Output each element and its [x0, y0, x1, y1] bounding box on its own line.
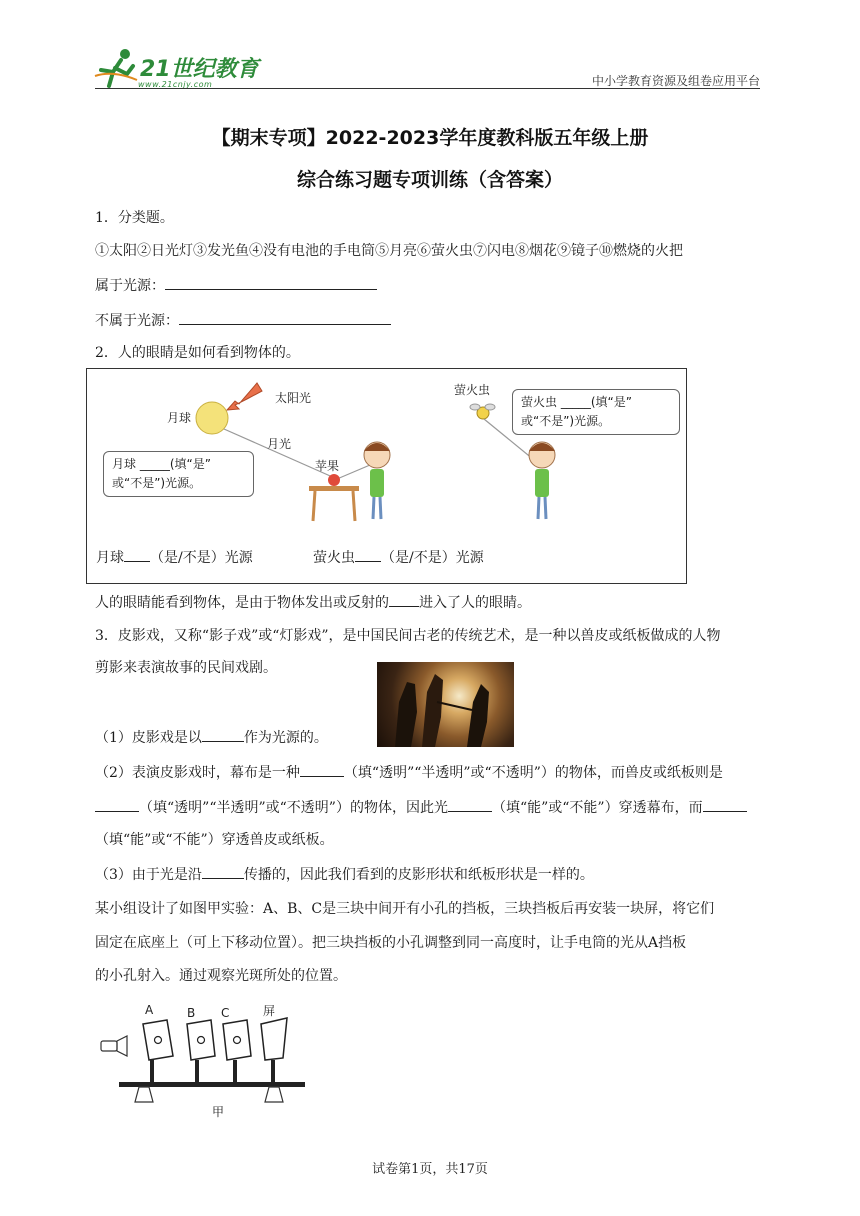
q3-intro-line1: 3．皮影戏，又称“影子戏”或“灯影戏”，是中国民间古老的传统艺术，是一种以兽皮或纸板做成的人物	[95, 628, 721, 644]
logo-main-text: 21世纪教育	[140, 57, 259, 82]
firefly-answer-blank[interactable]	[355, 547, 381, 562]
moon-answer-hint: （是/不是）光源	[150, 550, 253, 566]
q1-nonsource-blank[interactable]	[179, 310, 391, 325]
q3-p1-row	[95, 727, 328, 748]
q2-eye-text-end: 进入了人的眼睛。	[419, 595, 531, 611]
logo-url-text: www.21cnjy.com	[138, 80, 213, 89]
runner-logo-icon	[93, 46, 141, 90]
pinhole-experiment-diagram	[95, 1000, 315, 1120]
page-title-line2: 综合练习题专项训练（含答案）	[296, 169, 563, 191]
sunlight-label: 太阳光	[275, 391, 312, 405]
firefly-bubble-line2: 或“不是”)光源。	[521, 414, 611, 428]
q3-p2-text-c: （填“透明”“半透明”或“不透明”）的物体，因此光	[139, 800, 448, 816]
figure-jia-caption: 甲	[212, 1105, 225, 1119]
moon-answer-blank[interactable]	[124, 547, 150, 562]
q3-intro-line2: 剪影来表演故事的民间戏剧。	[95, 660, 277, 676]
q3-p2-text-d: （填“能”或“不能”）穿透幕布，而	[491, 800, 703, 816]
q3-p2-blank4[interactable]	[703, 797, 747, 812]
shadow-puppet-photo	[377, 662, 514, 747]
q1-source-label: 属于光源：	[95, 278, 165, 294]
firefly-speech-bubble	[512, 389, 680, 435]
q3-exp-line3: 的小孔射入。通过观察光斑所处的位置。	[95, 968, 347, 984]
board-a-label: A	[145, 1003, 154, 1017]
q3-p2-blank2[interactable]	[95, 797, 139, 812]
q3-p3-text: （3）由于光是沿	[95, 867, 202, 883]
apple-label: 苹果	[315, 459, 340, 473]
page-footer: 试卷第1页，共17页	[372, 1162, 488, 1177]
q1-source-row	[95, 275, 377, 296]
q3-p2-row2	[95, 797, 747, 818]
q3-p2-text-b: （填“透明”“半透明”或“不透明”）的物体，而兽皮或纸板则是	[343, 765, 723, 781]
q3-exp-line1: 某小组设计了如图甲实验：A、B、C是三块中间开有小孔的挡板，三块挡板后再安装一块屏，将它们	[95, 901, 715, 917]
firefly-answer-hint: （是/不是）光源	[381, 550, 484, 566]
firefly-bubble-line1: 萤火虫 _____(填“是”	[521, 395, 632, 409]
q1-nonsource-label: 不属于光源：	[95, 313, 179, 329]
q2-figure	[86, 368, 687, 584]
q2-stem: 2．人的眼睛是如何看到物体的。	[95, 345, 300, 361]
q1-stem: 1．分类题。	[95, 210, 174, 226]
header-divider	[95, 88, 760, 89]
board-b-label: B	[187, 1006, 196, 1020]
moon-speech-bubble	[103, 451, 254, 497]
q3-p1-text-end: 作为光源的。	[243, 730, 328, 746]
screen-label: 屏	[263, 1004, 276, 1018]
puppet-silhouettes	[377, 662, 514, 747]
moon-answer-label: 月球	[96, 550, 124, 566]
q3-p2-blank3[interactable]	[448, 797, 492, 812]
q3-p2-row3: （填“能”或“不能”）穿透兽皮或纸板。	[95, 832, 334, 848]
figure-jia	[95, 1000, 315, 1120]
firefly-label: 萤火虫	[454, 383, 491, 397]
page-title-line1: 【期末专项】2022-2023学年度教科版五年级上册	[211, 127, 649, 149]
q3-exp-line2: 固定在底座上（可上下移动位置）。把三块挡板的小孔调整到同一高度时，让手电筒的光从A挡板	[95, 935, 687, 951]
q2-eye-text: 人的眼睛能看到物体，是由于物体发出或反射的	[95, 595, 389, 611]
moon-label: 月球	[167, 411, 192, 425]
q2-eye-row	[95, 592, 531, 613]
moon-bubble-line1: 月球 _____(填“是”	[112, 457, 211, 471]
q1-source-blank[interactable]	[165, 275, 377, 290]
q3-p3-row	[95, 864, 594, 885]
firefly-answer-label: 萤火虫	[313, 550, 355, 566]
q3-p3-blank[interactable]	[202, 864, 244, 879]
q1-nonsource-row	[95, 310, 391, 331]
q1-items: ①太阳②日光灯③发光鱼④没有电池的手电筒⑤月亮⑥萤火虫⑦闪电⑧烟花⑨镜子⑩燃烧的火把	[95, 243, 683, 259]
q2-eye-blank[interactable]	[389, 592, 419, 607]
q3-p2-text-a: （2）表演皮影戏时，幕布是一种	[95, 765, 300, 781]
q3-p2-blank1[interactable]	[300, 762, 344, 777]
moon-bubble-line2: 或“不是”)光源。	[112, 476, 202, 490]
q3-p3-text-end: 传播的，因此我们看到的皮影形状和纸板形状是一样的。	[243, 867, 594, 883]
firefly-answer-row	[313, 547, 484, 567]
q3-p2-row1	[95, 762, 723, 783]
board-c-label: C	[221, 1006, 230, 1020]
moonlight-label: 月光	[267, 437, 292, 451]
q3-p1-text: （1）皮影戏是以	[95, 730, 202, 746]
platform-name: 中小学教育资源及组卷应用平台	[591, 74, 760, 88]
moon-answer-row	[96, 547, 253, 567]
q3-p1-blank[interactable]	[202, 727, 244, 742]
